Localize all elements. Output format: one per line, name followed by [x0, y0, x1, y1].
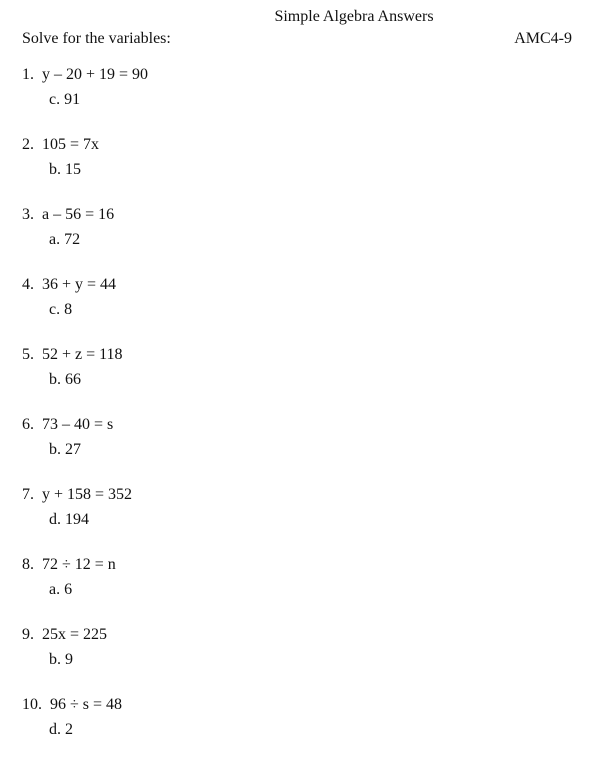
problem-6 — [22, 415, 582, 485]
question-6: 6. 73 – 40 = s — [22, 416, 114, 433]
question-10: 10. 96 ÷ s = 48 — [22, 696, 123, 713]
question-9: 9. 25x = 225 — [22, 626, 108, 643]
problem-2 — [22, 135, 582, 205]
answer-9: b. 9 — [49, 651, 73, 668]
question-1: 1. y – 20 + 19 = 90 — [22, 66, 149, 83]
question-4: 4. 36 + y = 44 — [22, 276, 117, 293]
problem-5 — [22, 345, 582, 415]
answer-5: b. 66 — [49, 371, 81, 388]
problem-list — [22, 65, 582, 765]
problem-4 — [22, 275, 582, 345]
question-5: 5. 52 + z = 118 — [22, 346, 123, 363]
answer-10: d. 2 — [49, 721, 73, 738]
question-2: 2. 105 = 7x — [22, 136, 100, 153]
problem-10 — [22, 695, 582, 765]
answer-2: b. 15 — [49, 161, 81, 178]
problem-8 — [22, 555, 582, 625]
answer-1: c. 91 — [49, 91, 81, 108]
answer-8: a. 6 — [49, 581, 73, 598]
answer-3: a. 72 — [49, 231, 81, 248]
problem-7 — [22, 485, 582, 555]
answer-6: b. 27 — [49, 441, 81, 458]
problem-9 — [22, 625, 582, 695]
answer-4: c. 8 — [49, 301, 73, 318]
answer-7: d. 194 — [49, 511, 89, 528]
question-8: 8. 72 ÷ 12 = n — [22, 556, 116, 573]
problem-1 — [22, 65, 582, 135]
question-3: 3. a – 56 = 16 — [22, 206, 115, 223]
problem-3 — [22, 205, 582, 275]
page-title: Simple Algebra Answers — [274, 8, 434, 25]
question-7: 7. y + 158 = 352 — [22, 486, 133, 503]
instructions: Solve for the variables: — [22, 30, 171, 47]
worksheet-code: AMC4-9 — [514, 30, 572, 47]
